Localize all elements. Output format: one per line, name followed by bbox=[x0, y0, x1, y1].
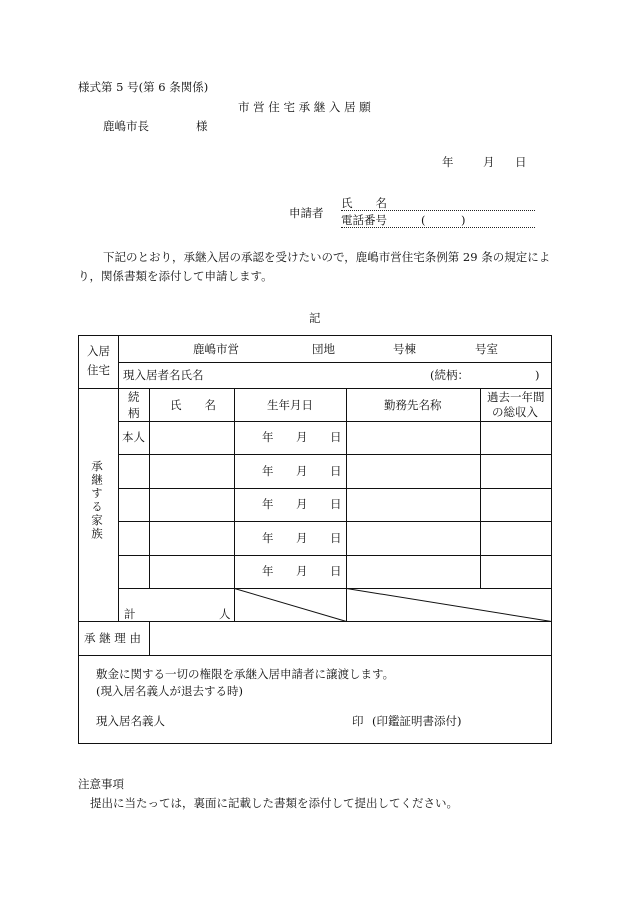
applicant-label: 申請者 bbox=[289, 206, 324, 220]
header-name: 氏 名 bbox=[170, 398, 216, 412]
residence-building: 号棟 bbox=[393, 342, 416, 356]
diagonal-strike bbox=[347, 589, 552, 622]
birth-day-unit: 日 bbox=[330, 531, 342, 545]
header-income-1: 過去一年間 bbox=[487, 390, 545, 404]
phone-paren-close: ) bbox=[461, 213, 466, 227]
birth-year-unit: 年 bbox=[262, 497, 274, 511]
ki-heading: 記 bbox=[309, 311, 321, 325]
seal-mark: 印 bbox=[352, 714, 364, 728]
applicant-phone-label: 電話番号 bbox=[341, 213, 387, 227]
header-income-2: の総収入 bbox=[492, 405, 538, 419]
birth-day-unit: 日 bbox=[330, 430, 342, 444]
residence-room: 号室 bbox=[475, 342, 498, 356]
birth-month-unit: 月 bbox=[296, 531, 308, 545]
body-line-2: り，関係書類を添付して申請します。 bbox=[78, 269, 273, 283]
notes-heading: 注意事項 bbox=[78, 777, 124, 791]
birth-month-unit: 月 bbox=[296, 464, 308, 478]
phone-paren-open: ( bbox=[421, 213, 426, 227]
birth-year-unit: 年 bbox=[262, 430, 274, 444]
birth-day-unit: 日 bbox=[330, 564, 342, 578]
total-label: 計 bbox=[124, 607, 136, 621]
residence-label-1: 入居 bbox=[87, 344, 110, 358]
reason-label: 承 継 理 由 bbox=[84, 631, 141, 645]
current-tenant-label: 現入居者名氏名 bbox=[123, 368, 204, 382]
birth-month-unit: 月 bbox=[296, 564, 308, 578]
birth-year-unit: 年 bbox=[262, 531, 274, 545]
date-day: 日 bbox=[515, 155, 527, 169]
addressee-name: 鹿嶋市長 bbox=[103, 119, 149, 133]
form-number: 様式第 5 号(第 6 条関係) bbox=[78, 80, 209, 94]
birth-month-unit: 月 bbox=[296, 430, 308, 444]
birth-year-unit: 年 bbox=[262, 564, 274, 578]
residence-danchi: 団地 bbox=[312, 342, 335, 356]
birth-year-unit: 年 bbox=[262, 464, 274, 478]
deposit-condition: (現入居名義人が退去する時) bbox=[96, 684, 243, 698]
header-relation-2: 柄 bbox=[128, 406, 140, 420]
family-section-label: 承継する家族 bbox=[90, 460, 104, 541]
birth-month-unit: 月 bbox=[296, 497, 308, 511]
header-relation-1: 続 bbox=[128, 390, 140, 404]
addressee-honorific: 様 bbox=[196, 119, 208, 133]
residence-city-prefix: 鹿嶋市営 bbox=[193, 342, 239, 356]
residence-label-2: 住宅 bbox=[87, 363, 110, 377]
form-title: 市 営 住 宅 承 継 入 居 願 bbox=[238, 100, 371, 114]
birth-day-unit: 日 bbox=[330, 464, 342, 478]
header-workplace: 勤務先名称 bbox=[384, 398, 442, 412]
date-year: 年 bbox=[442, 155, 454, 169]
holder-label: 現入居名義人 bbox=[96, 714, 165, 728]
date-month: 月 bbox=[483, 155, 495, 169]
total-unit: 人 bbox=[219, 607, 231, 621]
deposit-statement: 敷金に関する一切の権限を承継入居申請者に譲渡します。 bbox=[96, 667, 395, 681]
relation-paren-open: (続柄： bbox=[430, 368, 469, 382]
notes-text: 提出に当たっては，裏面に記載した書類を添付して提出してください。 bbox=[90, 796, 458, 810]
header-birthdate: 生年月日 bbox=[267, 398, 313, 412]
birth-day-unit: 日 bbox=[330, 497, 342, 511]
body-line-1: 下記のとおり，承継入居の承認を受けたいので，鹿嶋市営住宅条例第 29 条の規定によ bbox=[103, 250, 551, 264]
applicant-name-label: 氏 名 bbox=[341, 196, 387, 210]
seal-note: (印鑑証明書添付) bbox=[372, 714, 462, 728]
family-row-relation: 本人 bbox=[122, 430, 145, 444]
relation-paren-close: ) bbox=[535, 368, 540, 382]
diagonal-strike bbox=[235, 589, 347, 622]
